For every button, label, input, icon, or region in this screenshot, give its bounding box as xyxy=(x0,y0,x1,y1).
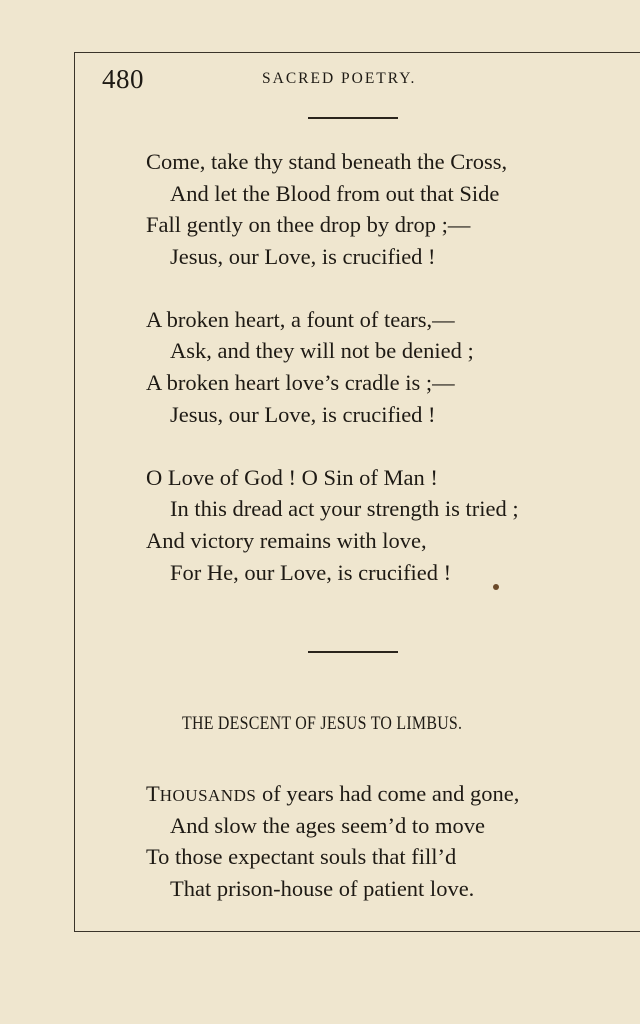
first-line-text: of years had come and gone, xyxy=(256,781,520,806)
small-caps-word: HOUSANDS xyxy=(159,786,257,805)
page-header xyxy=(102,60,572,100)
poem-line: In this dread act your strength is tried ; xyxy=(170,496,519,522)
poem-line: That prison-house of patient love. xyxy=(170,876,475,902)
poem-first-line xyxy=(146,778,616,810)
poem-line: For He, our Love, is crucified ! xyxy=(170,559,452,585)
stanza-2 xyxy=(146,304,616,431)
running-head: SACRED POETRY. xyxy=(262,70,417,87)
poem-title: THE DESCENT OF JESUS TO LIMBUS. xyxy=(182,714,463,734)
poem-line: O Love of God ! O Sin of Man ! xyxy=(146,464,438,490)
poem-line: And slow the ages seem’d to move xyxy=(170,812,485,838)
top-divider-rule xyxy=(308,117,398,119)
poem-limbus xyxy=(146,778,616,905)
poem-line: Ask, and they will not be denied ; xyxy=(170,338,474,364)
stanza-3 xyxy=(146,462,616,589)
stanza-1 xyxy=(146,146,616,273)
poem-line: A broken heart love’s cradle is ;— xyxy=(146,370,455,396)
ink-spot xyxy=(493,584,499,590)
poem-line: Jesus, our Love, is crucified ! xyxy=(170,244,436,270)
drop-initial: T xyxy=(146,781,160,806)
poem-line: To those expectant souls that fill’d xyxy=(146,844,457,870)
poem-crucified xyxy=(146,146,616,619)
page-number: 480 xyxy=(102,64,144,94)
poem-line: And let the Blood from out that Side xyxy=(170,180,500,206)
poem-line: Come, take thy stand beneath the Cross, xyxy=(146,149,508,174)
poem-line: Jesus, our Love, is crucified ! xyxy=(170,401,436,427)
poem-line: Fall gently on thee drop by drop ;— xyxy=(146,212,471,238)
section-divider-rule xyxy=(308,651,398,653)
poem-line: And victory remains with love, xyxy=(146,527,427,553)
poem-line: A broken heart, a fount of tears,— xyxy=(146,306,455,332)
